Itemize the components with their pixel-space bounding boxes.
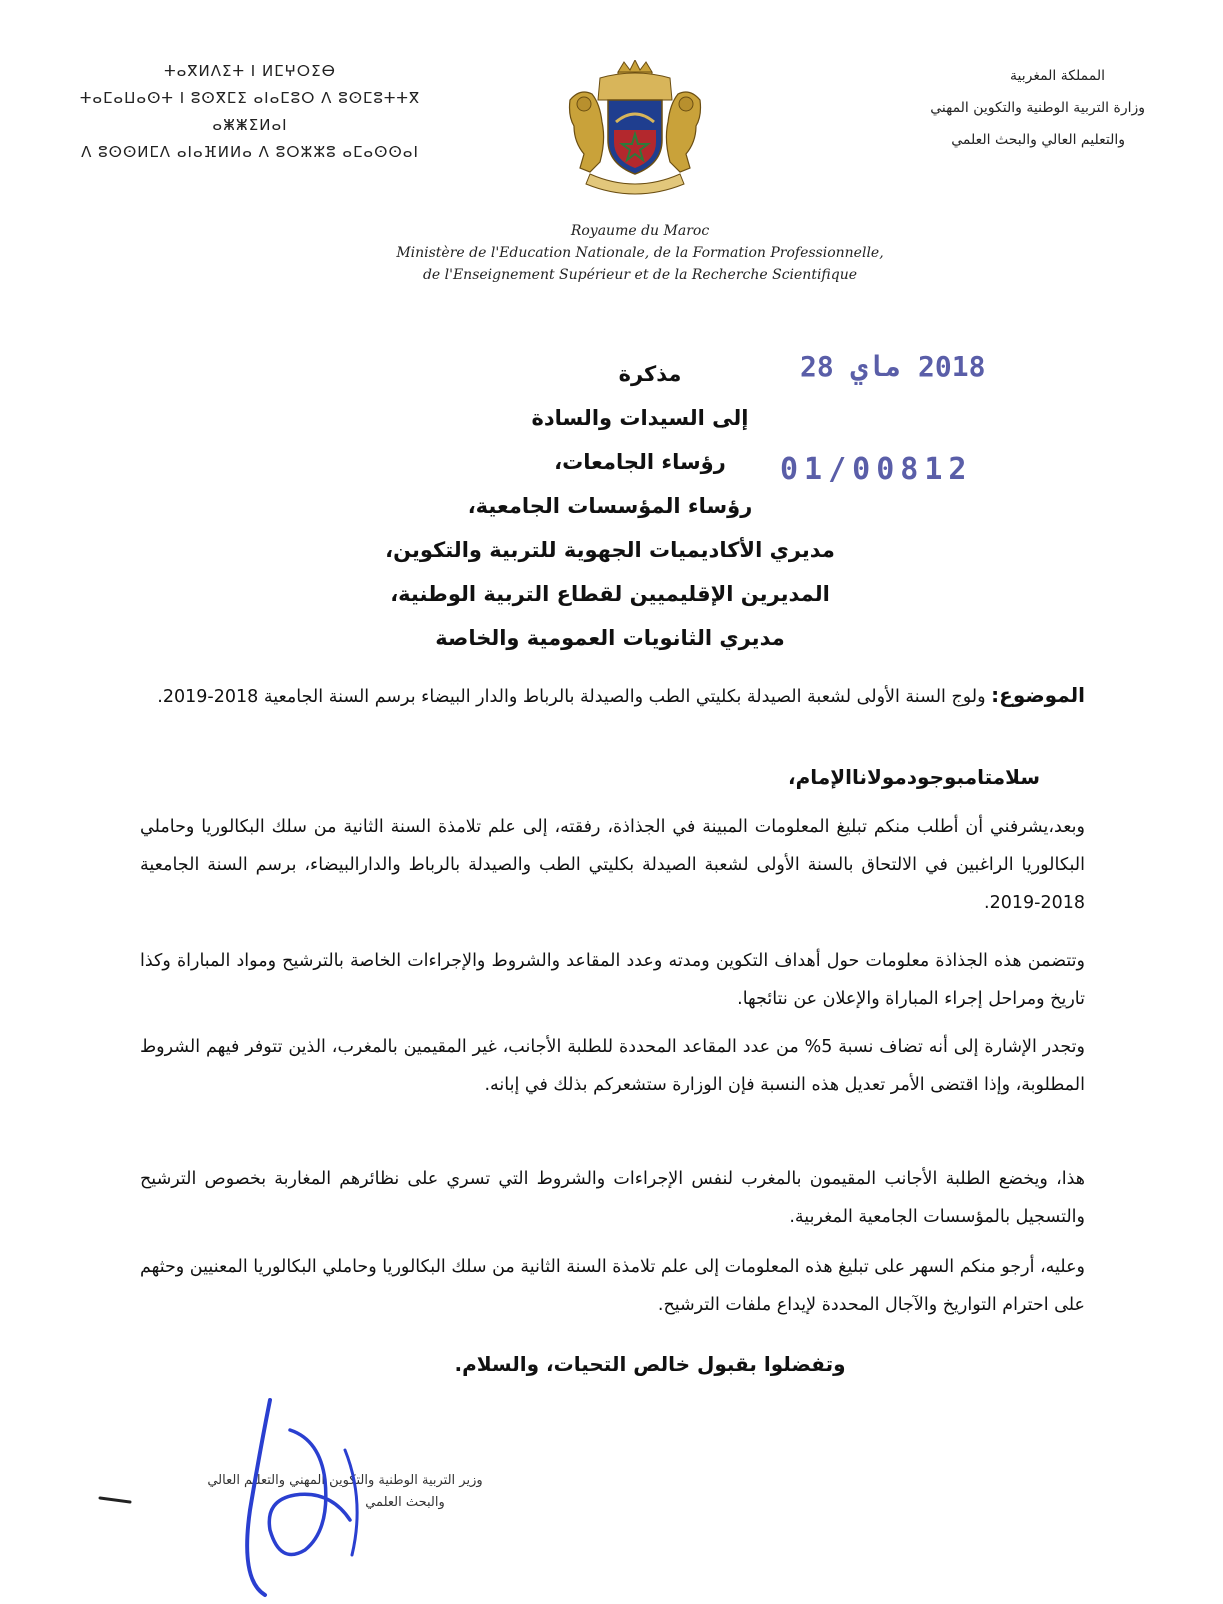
arabic-header-line-2: وزارة التربية الوطنية والتكوين المهني	[930, 100, 1145, 116]
french-header-line-1: Royaume du Maroc	[570, 223, 710, 239]
tifinagh-line-1: ⵜⴰⴳⵍⴷⵉⵜ ⵏ ⵍⵎⵖⵔⵉⴱ	[164, 62, 336, 80]
subject-text: ولوج السنة الأولى لشعبة الصيدلة بكليتي الطب والصيدلة بالرباط والدار البيضاء برسم السنة الجامعية 2018-2019.	[157, 687, 986, 707]
tifinagh-line-2: ⵜⴰⵎⴰⵡⴰⵙⵜ ⵏ ⵓⵙⴳⵎⵉ ⴰⵏⴰⵎⵓⵔ ⴷ ⵓⵙⵎⵓⵜⵜⴳ ⴰⵥⵥⵉⵍⴰⵏ	[79, 89, 421, 134]
memo-title: مذكرة	[618, 362, 682, 386]
memo-closing: وتفضلوا بقبول خالص التحيات، والسلام.	[454, 1352, 846, 1376]
signature	[90, 1390, 420, 1600]
coat-of-arms-emblem	[560, 60, 710, 200]
memo-greeting: سلامتامبوجودمولاناالإمام،	[788, 765, 1040, 789]
seal-line-1: وزير التربية الوطنية والتكوين المهني والتعليم العالي	[207, 1473, 483, 1488]
french-header	[330, 220, 950, 286]
memo-addressees	[330, 352, 890, 660]
french-header-line-3: de l'Enseignement Supérieur et de la Recherche Scientifique	[422, 267, 858, 283]
subject-label: الموضوع:	[991, 683, 1085, 707]
addressee-3: رؤساء المؤسسات الجامعية،	[467, 494, 753, 518]
body-paragraph-1: وبعد،يشرفني أن أطلب منكم تبليغ المعلومات المبينة في الجذاذة، رفقته، إلى علم تلامذة السنة الثانية من سلك البكالوريا وحاملي البكالوريا الراغبين في الالتحاق بالسنة الأولى لشعبة الصيدلة بكليتي الطب والصيدلة بالرباط والدارالبيضاء، برسم السنة الجامعية 2018-2019.	[140, 817, 1085, 913]
tifinagh-header	[40, 58, 460, 166]
addressee-5: المديرين الإقليميين لقطاع التربية الوطنية،	[390, 582, 830, 606]
arabic-header-line-3: والتعليم العالي والبحث العلمي	[951, 132, 1125, 148]
french-header-line-2: Ministère de l'Education Nationale, de la Formation Professionnelle,	[396, 245, 884, 261]
tifinagh-line-3: ⴷ ⵓⵙⵙⵍⵎⴷ ⴰⵏⴰⴼⵍⵍⴰ ⴷ ⵓⵔⵣⵣⵓ ⴰⵎⴰⵙⵙⴰⵏ	[81, 143, 419, 161]
signature-icon	[90, 1390, 420, 1600]
coat-of-arms-icon	[560, 60, 710, 200]
addressee-1: إلى السيدات والسادة	[531, 406, 749, 430]
addressee-4: مديري الأكاديميات الجهوية للتربية والتكوين،	[385, 538, 835, 562]
body-paragraph-4: هذا، ويخضع الطلبة الأجانب المقيمون بالمغرب لنفس الإجراءات والشروط التي تسري على نظائرهم المغاربة بخصوص الترشيح والتسجيل بالمؤسسات الجامعية المغربية.	[140, 1169, 1085, 1227]
arabic-header-line-1: المملكة المغربية	[1009, 68, 1105, 84]
addressee-2: رؤساء الجامعات،	[554, 450, 726, 474]
reference-number-stamp: 01/00812	[780, 452, 973, 487]
body-paragraph-2: وتتضمن هذه الجذاذة معلومات حول أهداف التكوين ومدته وعدد المقاعد والشروط والإجراءات الخاصة بالترشيح ومواد المباراة وكذا تاريخ ومراحل إجراء المباراة والإعلان عن نتائجها.	[140, 951, 1085, 1009]
seal-line-2: والبحث العلمي	[365, 1495, 445, 1510]
date-stamp: 2018 ماي 28	[800, 350, 986, 383]
arabic-header	[800, 60, 1145, 156]
addressee-6: مديري الثانويات العمومية والخاصة	[435, 626, 785, 650]
body-paragraph-3: وتجدر الإشارة إلى أنه تضاف نسبة 5% من عدد المقاعد المحددة للطلبة الأجانب، غير المقيمين بالمغرب، الذين تتوفر فيهم الشروط المطلوبة، وإذا اقتضى الأمر تعديل هذه النسبة فإن الوزارة ستشعركم بذلك في إبانه.	[140, 1037, 1086, 1095]
body-paragraph-5: وعليه، أرجو منكم السهر على تبليغ هذه المعلومات إلى علم تلامذة السنة الثانية من سلك البكالوريا وحاملي البكالوريا المعنيين وحثهم على احترام التواريخ والآجال المحددة لإيداع ملفات الترشيح.	[139, 1257, 1085, 1315]
memo-subject	[150, 676, 1085, 716]
